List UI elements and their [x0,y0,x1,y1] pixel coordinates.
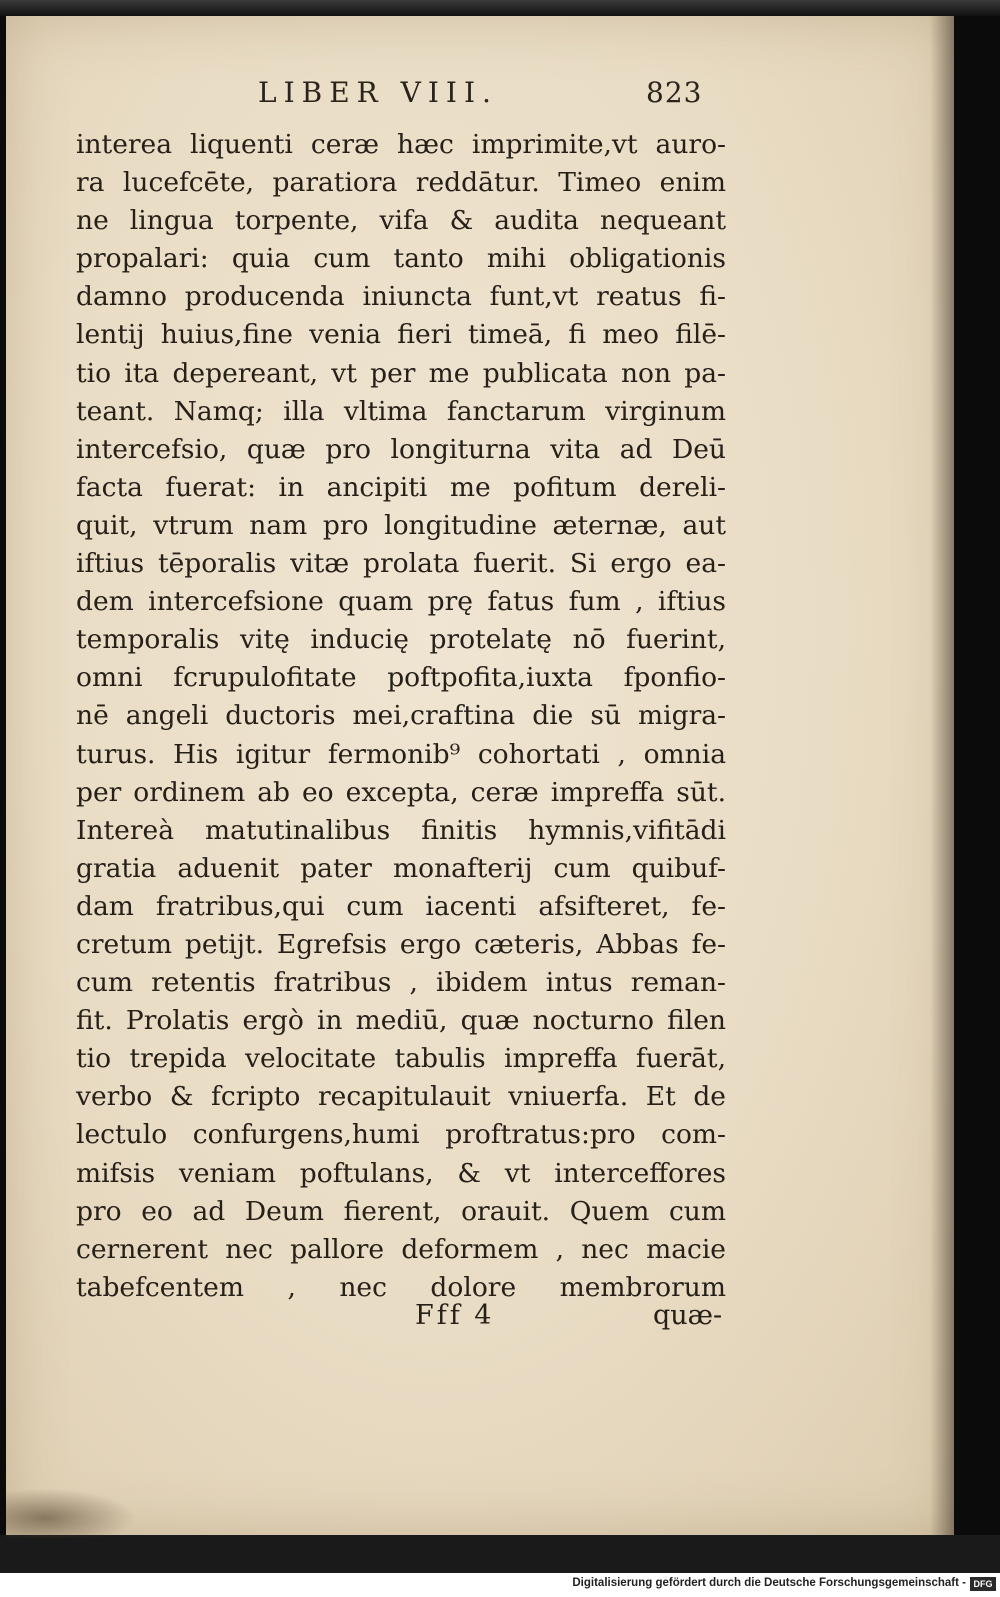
text-line: cretum petijt. Egrefsis ergo cæteris, Abbas fe- [76,928,726,960]
text-line: nē angeli ductoris mei,craftina die sū migra- [76,700,726,732]
body-text [76,126,726,1307]
text-line: interea liquenti ceræ hæc imprimite,vt auro- [76,129,726,160]
dfg-logo: DFG [970,1577,996,1591]
text-line: gratia aduenit pater monafterij cum quibuf- [76,852,726,884]
text-line: temporalis vitę inducię protelatę nō fuerint, [76,624,726,656]
funding-credit: Digitalisierung gefördert durch die Deutsche Forschungsgemeinschaft - [572,1577,966,1589]
text-line: mifsis veniam poftulans, & vt interceffores [76,1157,726,1189]
footer-bar [0,1573,1000,1597]
top-edge [0,0,1000,16]
text-line: omni fcrupulofitate poftpofita,iuxta fponfio- [76,662,726,694]
text-line: cernerent nec pallore deformem , nec macie [76,1233,726,1265]
text-line: quit, vtrum nam pro longitudine æternæ, aut [76,509,726,541]
catchword: quæ- [653,1300,723,1331]
text-line: teant. Namq; illa vltima fanctarum virginum [76,395,726,427]
text-line: tabefcentem , nec dolore membrorum [76,1271,726,1303]
text-line: iftius tēporalis vitæ prolata fuerit. Si ergo ea- [76,548,726,580]
text-line: tio trepida velocitate tabulis impreffa fuerāt, [76,1043,726,1075]
text-line: dem intercefsione quam prę fatus fum , iftius [76,586,726,618]
bottom-edge [0,1535,1000,1573]
text-line: damno producenda iniuncta funt,vt reatus fi- [76,281,726,313]
page-number: 823 [646,76,703,109]
signature-mark: Fff 4 [415,1300,495,1331]
text-line: facta fuerat: in ancipiti me pofitum dereli- [76,471,726,503]
text-line: intercefsio, quæ pro longiturna vita ad Deū [76,433,726,465]
page-stain [6,1488,136,1538]
text-line: lentij huius,fine venia fieri timeā, fi meo filē- [76,319,726,351]
text-line: ne lingua torpente, vifa & audita nequeant [76,205,726,237]
text-line: ra lucefcēte, paratiora reddātur. Timeo enim [76,167,726,199]
text-line: turus. His igitur fermonib⁹ cohortati , omnia [76,738,726,770]
text-line: fit. Prolatis ergò in mediū, quæ nocturno filen [76,1005,726,1037]
text-line: dam fratribus,qui cum iacenti afsifteret, fe- [76,890,726,922]
text-line: pro eo ad Deum fierent, orauit. Quem cum [76,1195,726,1227]
text-line: lectulo confurgens,humi proftratus:pro com- [76,1119,726,1151]
text-line: Intereà matutinalibus finitis hymnis,vifitādi [76,814,726,846]
text-line: cum retentis fratribus , ibidem intus reman- [76,967,726,999]
text-line: propalari: quia cum tanto mihi obligationis [76,243,726,275]
text-line: per ordinem ab eo excepta, ceræ impreffa sūt. [76,776,726,808]
gutter-shadow [930,16,954,1535]
text-line: tio ita depereant, vt per me publicata non pa- [76,357,726,389]
running-title: LIBER VIII. [258,76,498,109]
text-line: verbo & fcripto recapitulauit vniuerfa. Et de [76,1081,726,1113]
